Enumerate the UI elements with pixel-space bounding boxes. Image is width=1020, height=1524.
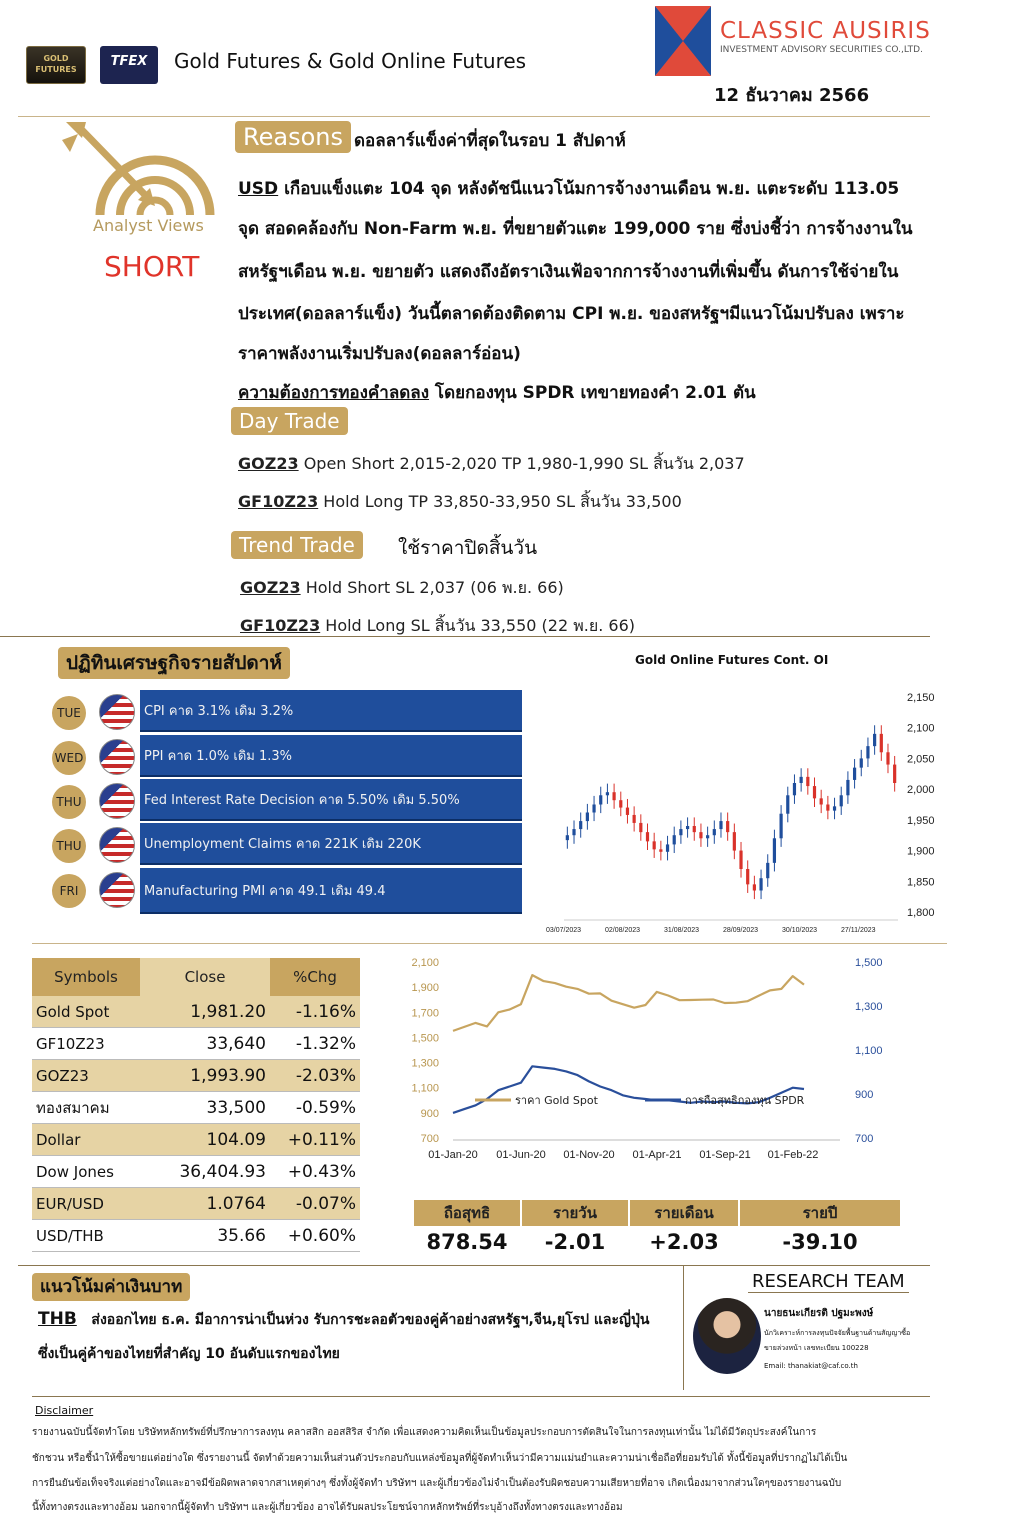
x-tick-label: 03/07/2023 [546,927,582,934]
candle-body [886,752,889,764]
report-date: 12 ธันวาคม 2566 [714,85,870,106]
close-cell: 36,404.93 [140,1156,270,1188]
disclaimer-title: Disclaimer [35,1404,94,1417]
candle-body [599,795,602,804]
change-cell: +0.43% [270,1156,360,1188]
analyst-role: ขายล่วงหน้า เลขทะเบียน 100228 [764,1344,869,1352]
price-table [32,958,360,1252]
analyst-email: Email: thanakiat@caf.co.th [764,1362,858,1370]
oi-candlestick-chart [540,680,950,935]
section-divider [32,1396,930,1397]
calendar-event: CPI คาด 3.1% เดิม 3.2% [140,690,522,732]
close-cell: 1,981.20 [140,996,270,1028]
reason-line-6: ความต้องการทองคำลดลง โดยกองทุน SPDR เทขายทองคำ 2.01 ตัน [238,383,756,403]
table-row [32,1028,360,1060]
research-team-title: RESEARCH TEAM [748,1271,909,1293]
x-tick-label: 28/09/2023 [723,927,759,934]
change-cell: -1.16% [270,996,360,1028]
symbol-cell: Gold Spot [32,996,140,1028]
candle-body [813,786,816,798]
calendar-title: ปฏิทินเศรษฐกิจรายสัปดาห์ [58,647,290,679]
disclaimer-line: การยืนยันข้อเท็จจริงแต่อย่างใดและอาจมีข้อผิดพลาดจากสาเหตุต่างๆ ซึ่งทั้งผู้จัดทำ บริษัทฯ และผู้เกี่ยวข้องไม่จำเป็นต้องรับผิดชอบความเสียหายที่อาจ เกิดเนื่องมาจากส่วนใดๆของรายงานฉบับ [32,1478,842,1489]
section-divider [18,1265,930,1266]
y-tick-label: 2,000 [907,784,935,797]
thb-key: THB [38,1309,77,1329]
candle-body [820,798,823,804]
table-row [32,1156,360,1188]
y-tick-label: 2,050 [907,753,935,766]
spdr-stat-header: รายวัน [522,1200,628,1226]
x-tick-label: 01-Feb-22 [767,1149,819,1161]
candle-body [746,869,749,884]
analyst-name: นายธนะเกียรติ ปฐมะพงษ์ [764,1308,874,1319]
candle-body [860,758,863,767]
candle-body [786,795,789,813]
candle-body [880,734,883,752]
candle-body [666,844,669,851]
table-row [32,1188,360,1220]
change-cell: -0.07% [270,1188,360,1220]
spdr-stat-value: -39.10 [782,1230,858,1254]
left-tick-label: 1,100 [411,1082,439,1095]
right-tick-label: 700 [855,1133,874,1145]
us-flag-icon [99,783,135,819]
calendar-event: Fed Interest Rate Decision คาด 5.50% เดิม 5.50% [140,779,522,821]
close-cell: 104.09 [140,1124,270,1156]
candle-body [706,835,709,838]
calendar-day-badge: THU [52,829,86,863]
calendar-day-badge: THU [52,785,86,819]
reason-line-3: สหรัฐฯเดือน พ.ย. ขยายตัว แสดงถึงอัตราเงินเฟ้อจากการจ้างงานที่เพิ่มขึ้น ดันการใช้จ่ายใน [238,262,899,282]
trend-trade-symbol: GOZ23 [240,578,301,597]
candle-body [633,815,636,823]
symbol-cell: Dollar [32,1124,140,1156]
thb-line-1: THB ส่งออกไทย ธ.ค. มีอาการน่าเป็นห่วง รับการชะลอตัวของคู่ค้าอย่างสหรัฐฯ,จีน,ยุโรป และญี่ปุ่น [38,1309,650,1329]
candle-body [806,777,809,786]
symbol-cell: EUR/USD [32,1188,140,1220]
close-cell: 35.66 [140,1220,270,1252]
candle-body [639,823,642,832]
vertical-divider [683,1266,684,1390]
candle-body [793,783,796,795]
avatar [693,1298,761,1374]
candle-body [579,821,582,829]
legend-label: ราคา Gold Spot [515,1094,598,1107]
day-trade-symbol: GF10Z23 [238,492,319,511]
change-cell: +0.60% [270,1220,360,1252]
reasons-badge: Reasons [235,121,351,153]
candle-body [739,851,742,869]
x-tick-label: 02/08/2023 [605,927,641,934]
series-line [453,975,804,1031]
day-trade-badge: Day Trade [231,407,348,435]
trend-trade-badge: Trend Trade [231,531,363,559]
candle-body [566,835,569,840]
candle-body [726,821,729,832]
candle-body [586,812,589,821]
left-tick-label: 700 [420,1133,439,1145]
candle-body [773,838,776,863]
candle-body [673,835,676,844]
candle-body [659,849,662,851]
company-name: CLASSIC AUSIRIS [720,18,931,44]
tfex-logo: TFEX [100,46,158,84]
left-tick-label: 2,100 [411,957,439,969]
gold-spdr-line-chart [395,948,900,1173]
candle-body [800,777,803,783]
x-tick-label: 01-Apr-21 [632,1149,682,1161]
change-cell: -2.03% [270,1060,360,1092]
candle-body [873,734,876,746]
candle-body [766,863,769,878]
calendar-event: Manufacturing PMI คาด 49.1 เดิม 49.4 [140,868,522,914]
calendar-day-badge: TUE [52,696,86,730]
candle-body [853,768,856,780]
left-tick-label: 1,900 [411,982,439,995]
section-divider [0,636,930,637]
analyst-views-label: Analyst Views [93,216,204,235]
candle-body [840,795,843,806]
target-arrow-icon [60,120,216,220]
day-trade-symbol: GOZ23 [238,454,299,473]
spdr-stat-value: +2.03 [649,1230,719,1254]
symbol-cell: Dow Jones [32,1156,140,1188]
y-tick-label: 1,850 [907,876,935,889]
candle-body [679,829,682,835]
candle-body [693,826,696,832]
right-tick-label: 1,100 [855,1045,883,1057]
candle-body [780,814,783,839]
symbol-cell: USD/THB [32,1220,140,1252]
table-row [32,996,360,1028]
header-divider [18,116,930,117]
candle-body [646,832,649,841]
x-tick-label: 01-Nov-20 [563,1149,615,1161]
left-tick-label: 1,500 [411,1032,439,1045]
us-flag-icon [99,827,135,863]
calendar-event: Unemployment Claims คาด 221K เดิม 220K [140,823,522,865]
legend-label: การถือสุทธิกองทุน SPDR [685,1094,805,1107]
spdr-stat-header: รายเดือน [630,1200,738,1226]
candle-body [893,765,896,783]
disclaimer-line: รายงานฉบับนี้จัดทำโดย บริษัทหลักทรัพย์ที่ปรึกษาการลงทุน คลาสสิก ออสสิริส จำกัด เพื่อแสดงความคิดเห็นเป็นข้อมูลประกอบการตัดสินใจในการลงทุนเท่านั้น ไม่ได้มีวัตถุประสงค์ในการ [32,1427,817,1438]
table-header: Close [140,958,270,996]
candle-body [606,792,609,795]
change-cell: +0.11% [270,1124,360,1156]
left-tick-label: 1,700 [411,1007,439,1020]
reason-line-5: ราคาพลังงานเริ่มปรับลง(ดอลลาร์อ่อน) [238,344,521,364]
spdr-stat-header: รายปี [740,1200,900,1226]
candle-body [613,792,616,800]
demand-key: ความต้องการทองคำลดลง [238,383,430,403]
right-tick-label: 900 [855,1089,874,1101]
reasons-headline: ดอลลาร์แข็งค่าที่สุดในรอบ 1 สัปดาห์ [354,131,626,151]
candle-body [713,829,716,835]
candle-body [653,841,656,849]
spdr-stat-header: ถือสุทธิ [414,1200,520,1226]
trend-trade-symbol: GF10Z23 [240,616,321,635]
disclaimer-line: ชักชวน หรือชี้นำให้ซื้อขายแต่อย่างใด ซึ่งรายงานนี้ จัดทำด้วยความเห็นส่วนตัวประกอบกับแหล่งข้อมูลที่ผู้จัดทำเห็นว่ามีความแม่นยำและความน่าเชื่อถือที่ยอมรับได้ ทั้งนี้ข้อมูลที่ปรากฏไม่ได้เป็น [32,1453,848,1464]
symbol-cell: GOZ23 [32,1060,140,1092]
calendar-event: PPI คาด 1.0% เดิม 1.3% [140,735,522,777]
y-tick-label: 1,800 [907,907,935,919]
trend-trade-note: ใช้ราคาปิดสิ้นวัน [398,537,538,559]
left-tick-label: 1,300 [411,1057,439,1070]
candle-body [826,805,829,811]
x-tick-label: 01-Jun-20 [496,1149,546,1161]
close-cell: 1.0764 [140,1188,270,1220]
right-tick-label: 1,300 [855,1001,883,1013]
day-trade-row-2: GF10Z23 Hold Long TP 33,850-33,950 SL สิ้นวัน 33,500 [238,492,682,511]
candle-body [719,821,722,829]
symbol-cell: GF10Z23 [32,1028,140,1060]
usd-key: USD [238,179,279,199]
right-tick-label: 1,500 [855,957,883,969]
us-flag-icon [99,739,135,775]
y-tick-label: 1,950 [907,814,935,827]
candle-body [733,832,736,850]
y-tick-label: 1,900 [907,845,935,858]
reason-line-2: จุด สอดคล้องกับ Non-Farm พ.ย. ที่ขยายตัวแตะ 199,000 ราย ซึ่งบ่งชี้ว่า การจ้างงานใน [238,219,913,239]
candle-body [626,808,629,815]
y-tick-label: 2,150 [907,692,935,704]
x-tick-label: 31/08/2023 [664,927,700,934]
day-trade-row-1: GOZ23 Open Short 2,015-2,020 TP 1,980-1,990 SL สิ้นวัน 2,037 [238,454,745,473]
candle-body [753,884,756,890]
thb-title: แนวโน้มค่าเงินบาท [32,1273,190,1301]
reason-line-1: USD เกือบแข็งแตะ 104 จุด หลังดัชนีแนวโน้มการจ้างงานเดือน พ.ย. แตะระดับ 113.05 [238,179,900,199]
close-cell: 33,500 [140,1092,270,1124]
table-row [32,1220,360,1252]
reason-line-4: ประเทศ(ดอลลาร์แข็ง) วันนี้ตลาดต้องติดตาม CPI พ.ย. ของสหรัฐฯมีแนวโน้มปรับลง เพราะ [238,304,905,324]
candle-body [699,832,702,838]
candle-body [572,829,575,835]
candle-body [686,826,689,829]
y-tick-label: 2,100 [907,722,935,735]
candle-body [759,878,762,890]
disclaimer-line: นี้ทั้งทางตรงและทางอ้อม นอกจากนี้ผู้จัดทำ บริษัทฯ และผู้เกี่ยวข้อง อาจได้รับผลประโยชน์จากหลักทรัพย์ที่ระบุอ้างถึงทั้งทางตรงและทางอ้อม [32,1502,623,1513]
calendar-day-badge: WED [52,741,86,775]
left-tick-label: 900 [420,1107,439,1120]
trend-trade-row-1: GOZ23 Hold Short SL 2,037 (06 พ.ย. 66) [240,578,564,597]
us-flag-icon [99,872,135,908]
x-tick-label: 30/10/2023 [782,927,818,934]
gold-futures-logo: GOLD FUTURES [26,46,86,84]
candle-body [833,806,836,810]
table-header: Symbols [32,958,140,996]
candle-body [619,800,622,807]
table-row [32,1060,360,1092]
oi-chart-title: Gold Online Futures Cont. OI [635,653,829,667]
us-flag-icon [99,694,135,730]
change-cell: -1.32% [270,1028,360,1060]
company-logo-mark [655,6,711,76]
company-subtitle: INVESTMENT ADVISORY SECURITIES CO.,LTD. [720,45,923,55]
spdr-stat-value: 878.54 [426,1230,508,1254]
thb-line-2: ซึ่งเป็นคู่ค้าของไทยที่สำคัญ 10 อันดับแรกของไทย [38,1346,340,1362]
table-row [32,1124,360,1156]
table-header: %Chg [270,958,360,996]
trend-trade-row-2: GF10Z23 Hold Long SL สิ้นวัน 33,550 (22 พ.ย. 66) [240,616,636,635]
candle-body [592,805,595,813]
section-divider [32,943,947,944]
close-cell: 1,993.90 [140,1060,270,1092]
analyst-view-short: SHORT [104,250,200,283]
change-cell: -0.59% [270,1092,360,1124]
page-title: Gold Futures & Gold Online Futures [174,49,527,73]
x-tick-label: 01-Jan-20 [428,1149,478,1161]
calendar-day-badge: FRI [52,874,86,908]
spdr-stat-value: -2.01 [544,1230,606,1254]
symbol-cell: ทองสมาคม [32,1092,140,1124]
analyst-role: นักวิเคราะห์การลงทุนปัจจัยพื้นฐานด้านสัญญาซื้อ [764,1329,911,1337]
candle-body [866,746,869,758]
close-cell: 33,640 [140,1028,270,1060]
x-tick-label: 01-Sep-21 [699,1149,751,1161]
candle-body [846,780,849,795]
x-tick-label: 27/11/2023 [841,927,876,934]
table-row [32,1092,360,1124]
